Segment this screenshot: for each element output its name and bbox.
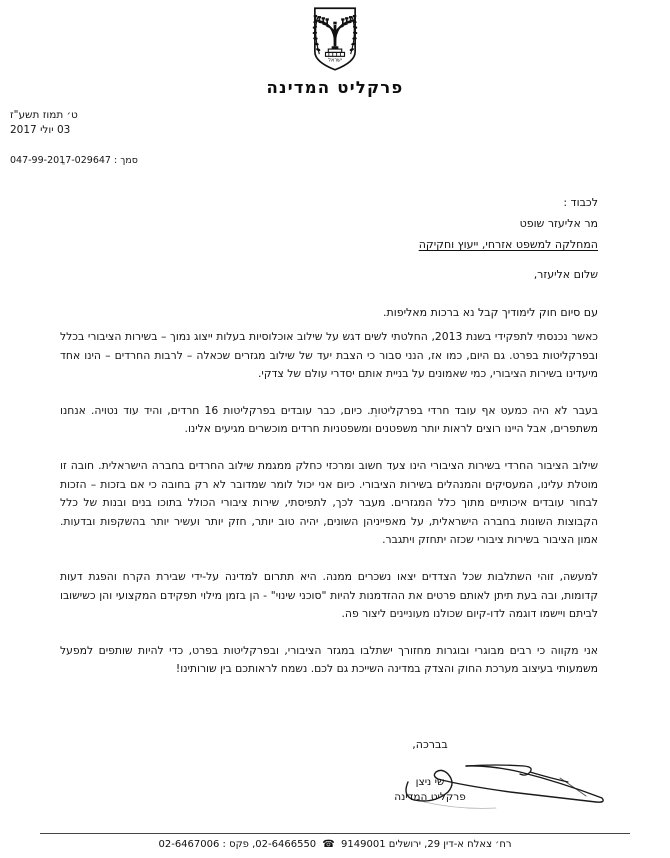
- body-paragraph: למעשה, זוהי השתלבות שכל הצדדים יצאו נשכרים ממנה. היא תתרום למדינה על-ידי שבירת הקרח והפגת דעות קדומות, ובה בעת תיתן לאותם פרטים את ההזדמנות להיות "סוכני שינוי" - הן בזמן מילוי תפקידם המקצועי והן כשישובו לביתם ויישמו דוגמה לדו-קיום שכולנו מעוניינים ליצור פה.: [60, 569, 598, 621]
- footer-address: רח׳ צאלח א-דין 29, ירושלים 9149001: [341, 839, 512, 850]
- page-footer: [40, 833, 630, 850]
- closing-greeting: בברכה,: [412, 738, 448, 751]
- addressee-department: המחלקה למשפט אזרחי, ייעוץ וחקיקה: [418, 238, 598, 251]
- footer-contact: [40, 839, 630, 850]
- body-paragraph: אני מקווה כי רבים מבוגרי ובוגרות מחזורך ישתלבו במגזר הציבורי, ובפרקליטות בפרט, כדי להיות שותפים למפעל משמעותי בעיצוב מערכת החוק והצדק במדינה השייכת גם לכם. נשמח לראותכם בין שורותינו!: [60, 643, 598, 676]
- body-paragraph: כאשר נכנסתי לתפקידי בשנת 2013, החלטתי לשים דגש על שילוב אוכלוסיות בעלות ייצוג נמוך – בשירות הציבורי בכלל ובפרקליטות בפרט. גם היום, כמו אז, הנני סבור כי הצבת יעד של שילוב מגזרים שכאלה – לרבות החרדים – הינו אחד מיעדינו בשירות הציבורי, כמי שאמונים על בניית אותם יסדרי עולם של צדקי.: [60, 330, 598, 381]
- israel-state-emblem-icon: [307, 6, 363, 72]
- signatory-name: שי ניצן: [415, 776, 445, 788]
- letter-body: [60, 328, 598, 697]
- signature-names: [295, 775, 565, 805]
- footer-divider: [40, 833, 630, 834]
- reference-number: סמך : 047-99-2017-029647: [10, 155, 138, 166]
- salutation: שלום אליעזר,: [533, 268, 598, 281]
- greeting-block: [178, 266, 598, 322]
- date-reference-block: [0, 108, 230, 166]
- addressee-name: מר אליעזר שופט: [519, 217, 598, 230]
- footer-fax: פקס : 02-6467006: [158, 839, 249, 850]
- letterhead: [0, 0, 670, 97]
- signature-block: [295, 738, 565, 805]
- congratulation-line: עם סיום חוק לימודיך קבל נא ברכות מאליפות.: [382, 306, 598, 319]
- organization-title: פרקליט המדינה: [266, 78, 404, 97]
- gregorian-date: 03 יולי 2017: [10, 124, 71, 136]
- body-paragraph: שילוב הציבור החרדי בשירות הציבורי הינו צעד חשוב ומרכזי כחלק ממגמת שילוב החרדים בחברה הישראלית. חובה זו מוטלת עלינו, המעסיקים והמנהלים בשירות הציבורי. כיום אני יכול לומר שמדובר לא רק בחובה כי אם בזכות – הזכות לבחור עובדים איכותיים מתוך כלל המגזרים. מעבר לכך, לתפיסתי, שירות ציבורי הכולל בתוכו בנים ובנות של כלל הקבוצות השונות בחברה הישראלית, על מאפייניהן השונים, יהיה טוב יותר, חזק יותר ועשיר יותר בהשקפות ובדעות. אמון הציבור בשירות ציבורי שכזה יתחזק ויתגבר.: [60, 458, 598, 547]
- addressee-block: [298, 192, 598, 255]
- telephone-icon: ☎: [322, 839, 335, 850]
- emblem-inscription: ישראל: [328, 57, 342, 64]
- signatory-role: פרקליט המדינה: [394, 791, 466, 803]
- footer-phone: 02-6466550,: [252, 839, 317, 850]
- to-label: לכבוד :: [563, 196, 598, 209]
- body-paragraph: בעבר לא היה כמעט אף עובד חרדי בפרקליטות. כיום, כבר עובדים בפרקליטות 16 חרדים, והיד עוד נטויה. אנחנו משתפרים, אבל היינו רוצים לראות יותר משפטנים ומשפטניות חרדים מוכשרים מגיעים אלינו.: [60, 403, 598, 436]
- hebrew-date: ט׳ תמוז תשע"ז: [10, 109, 78, 121]
